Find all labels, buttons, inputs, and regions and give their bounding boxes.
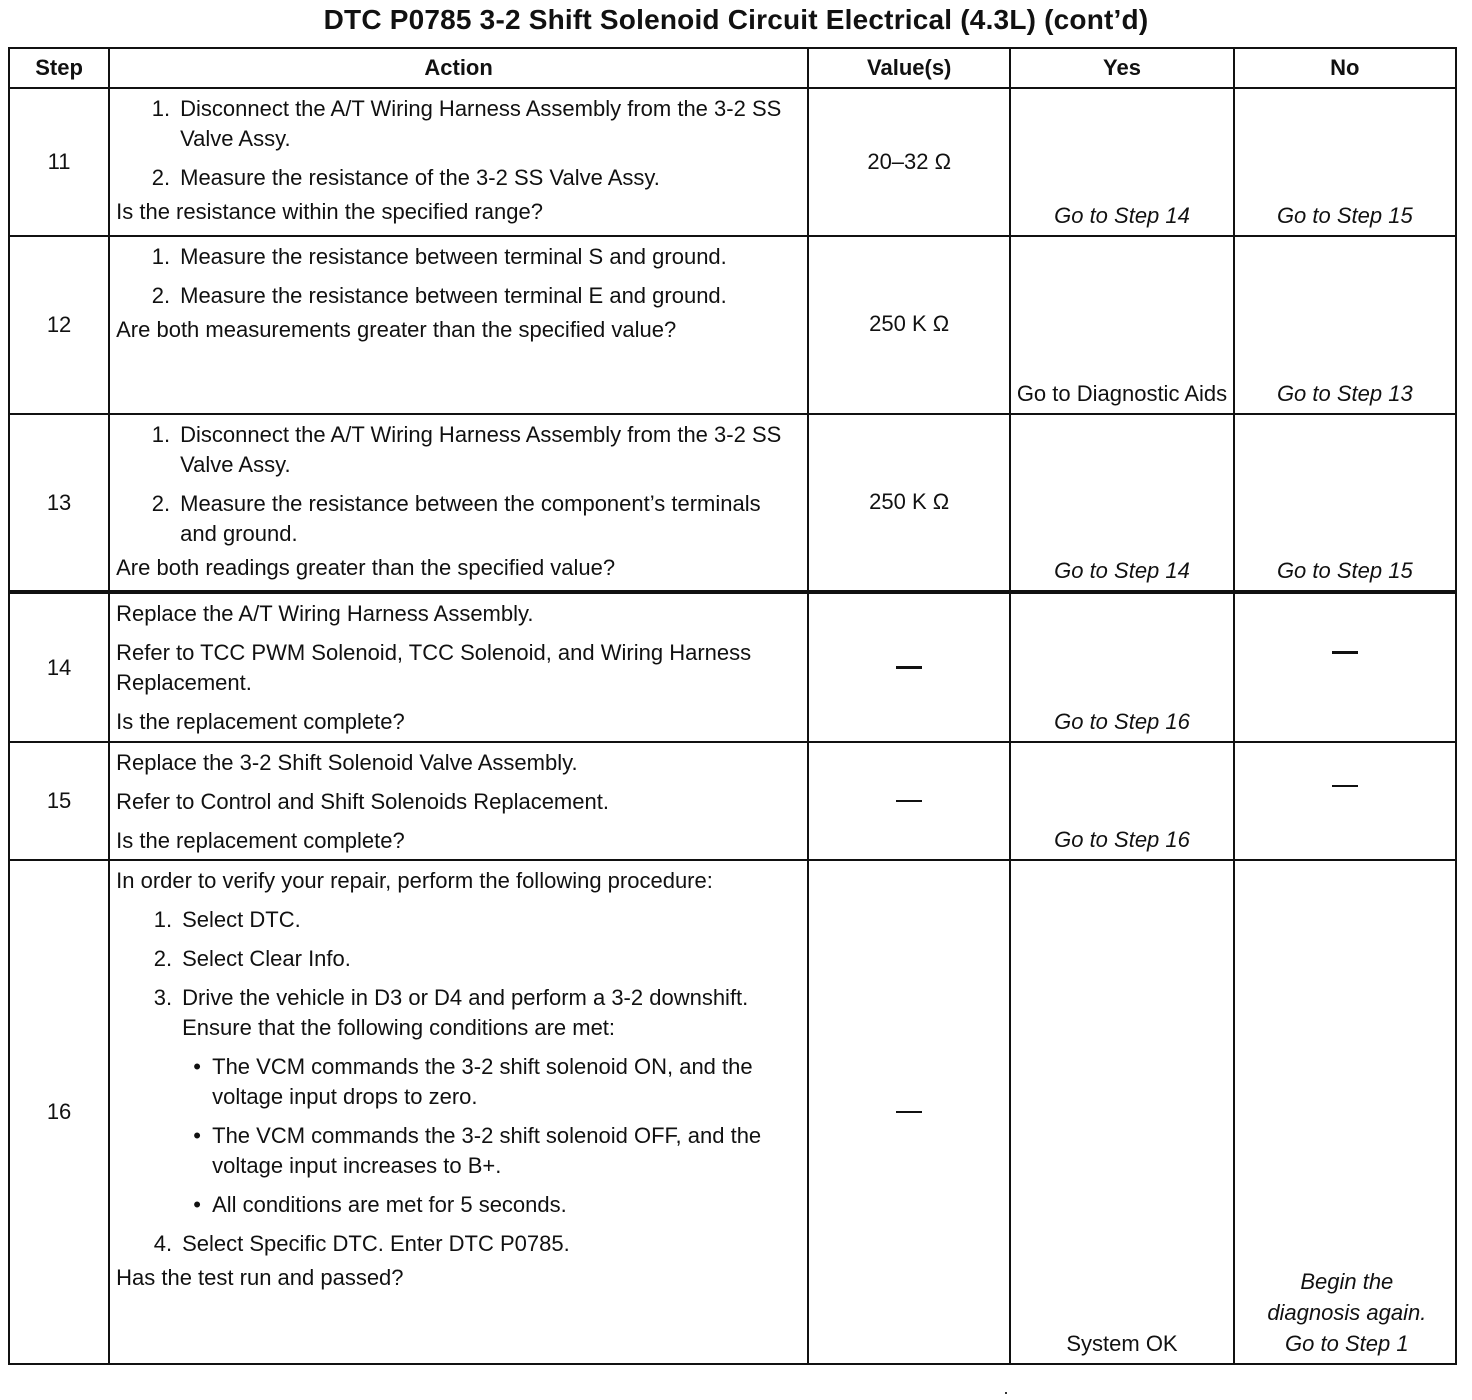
action-intro: In order to verify your repair, perform the following procedure: <box>116 868 713 893</box>
page-title: DTC P0785 3-2 Shift Solenoid Circuit Electrical (4.3L) (cont’d) <box>323 4 1149 35</box>
item-text: Measure the resistance between terminal E and ground. <box>180 283 727 308</box>
action-cell <box>109 236 808 414</box>
item-text: Select Specific DTC. Enter DTC P0785. <box>182 1231 570 1256</box>
step-number: 14 <box>9 592 109 742</box>
table-row-step-11 <box>9 88 1456 236</box>
action-question: Is the replacement complete? <box>116 828 405 853</box>
header-value: Value(s) <box>808 48 1010 88</box>
item-number: 2. <box>151 165 171 190</box>
item-number: 2. <box>153 946 173 971</box>
item-number: 1. <box>153 907 173 932</box>
no-cell: Go to Step 15 <box>1234 88 1456 236</box>
value-cell: 250 K Ω <box>808 414 1010 592</box>
header-row <box>9 48 1456 88</box>
table-row-step-12 <box>9 236 1456 414</box>
step-number: 15 <box>9 742 109 860</box>
table-row-step-15 <box>9 742 1456 860</box>
value-cell <box>808 742 1010 860</box>
value-cell <box>808 860 1010 1364</box>
action-cell <box>109 742 808 860</box>
header-yes: Yes <box>1010 48 1233 88</box>
item-text: Drive the vehicle in D3 or D4 and perform a 3-2 downshift. Ensure that the following conditions are met: <box>182 985 749 1040</box>
action-cell <box>109 88 808 236</box>
action-question: Is the replacement complete? <box>116 709 405 734</box>
yes-cell: Go to Step 16 <box>1010 742 1233 860</box>
header-step: Step <box>9 48 109 88</box>
bullet-mark: • <box>193 1192 201 1217</box>
no-cell <box>1234 742 1456 860</box>
value-cell: 250 K Ω <box>808 236 1010 414</box>
item-number: 1. <box>151 422 171 447</box>
yes-cell: Go to Diagnostic Aids <box>1010 236 1233 414</box>
stray-mark <box>1005 1392 1007 1394</box>
step-number: 11 <box>9 88 109 236</box>
no-cell: Go to Step 13 <box>1234 236 1456 414</box>
step-number: 16 <box>9 860 109 1364</box>
header-action: Action <box>109 48 808 88</box>
item-number: 3. <box>153 985 173 1010</box>
bullet-mark: • <box>193 1054 201 1079</box>
table-row-step-16 <box>9 860 1456 1364</box>
action-cell <box>109 860 808 1364</box>
table-row-step-13 <box>9 414 1456 592</box>
no-dash <box>1332 785 1358 818</box>
item-number: 2. <box>151 491 171 516</box>
action-cell <box>109 414 808 592</box>
step-number: 13 <box>9 414 109 592</box>
yes-cell: Go to Step 16 <box>1010 592 1233 742</box>
item-text: Disconnect the A/T Wiring Harness Assembly from the 3-2 SS Valve Assy. <box>180 422 782 477</box>
no-cell: Begin the diagnosis again. Go to Step 1 <box>1234 860 1456 1364</box>
action-paragraph: Replace the A/T Wiring Harness Assembly. <box>116 601 534 626</box>
item-text: Select Clear Info. <box>182 946 351 971</box>
action-paragraph: Replace the 3-2 Shift Solenoid Valve Assembly. <box>116 750 578 775</box>
bullet-text: The VCM commands the 3-2 shift solenoid ON, and the voltage input drops to zero. <box>212 1054 753 1109</box>
no-cell <box>1234 592 1456 742</box>
action-question: Are both measurements greater than the specified value? <box>116 317 677 342</box>
item-number: 1. <box>151 244 171 269</box>
item-number: 4. <box>153 1231 173 1256</box>
action-cell <box>109 592 808 742</box>
item-text: Measure the resistance between terminal S and ground. <box>180 244 727 269</box>
bullet-list <box>116 1052 801 1220</box>
value-dash <box>896 800 922 803</box>
no-dash <box>1332 651 1358 685</box>
action-question: Is the resistance within the specified range? <box>116 199 543 224</box>
bullet-mark: • <box>193 1123 201 1148</box>
header-no: No <box>1234 48 1456 88</box>
yes-cell: Go to Step 14 <box>1010 88 1233 236</box>
table-row-step-14 <box>9 592 1456 742</box>
action-question: Are both readings greater than the specified value? <box>116 555 616 580</box>
item-text: Measure the resistance of the 3-2 SS Valve Assy. <box>180 165 660 190</box>
item-text: Select DTC. <box>182 907 301 932</box>
value-dash <box>896 1111 922 1114</box>
no-cell: Go to Step 15 <box>1234 414 1456 592</box>
item-number: 2. <box>151 283 171 308</box>
bullet-text: All conditions are met for 5 seconds. <box>212 1192 567 1217</box>
yes-cell: Go to Step 14 <box>1010 414 1233 592</box>
action-paragraph: Refer to TCC PWM Solenoid, TCC Solenoid, and Wiring Harness Replacement. <box>116 640 752 695</box>
step-number: 12 <box>9 236 109 414</box>
action-question: Has the test run and passed? <box>116 1265 404 1290</box>
action-paragraph: Refer to Control and Shift Solenoids Replacement. <box>116 789 609 814</box>
value-cell <box>808 592 1010 742</box>
item-number: 1. <box>151 96 171 121</box>
item-text: Disconnect the A/T Wiring Harness Assembly from the 3-2 SS Valve Assy. <box>180 96 782 151</box>
item-text: Measure the resistance between the component’s terminals and ground. <box>180 491 761 546</box>
value-cell: 20–32 Ω <box>808 88 1010 236</box>
yes-cell: System OK <box>1010 860 1233 1364</box>
value-dash <box>896 666 922 670</box>
bullet-text: The VCM commands the 3-2 shift solenoid OFF, and the voltage input increases to B+. <box>212 1123 762 1178</box>
diagnostic-table <box>8 47 1457 1365</box>
